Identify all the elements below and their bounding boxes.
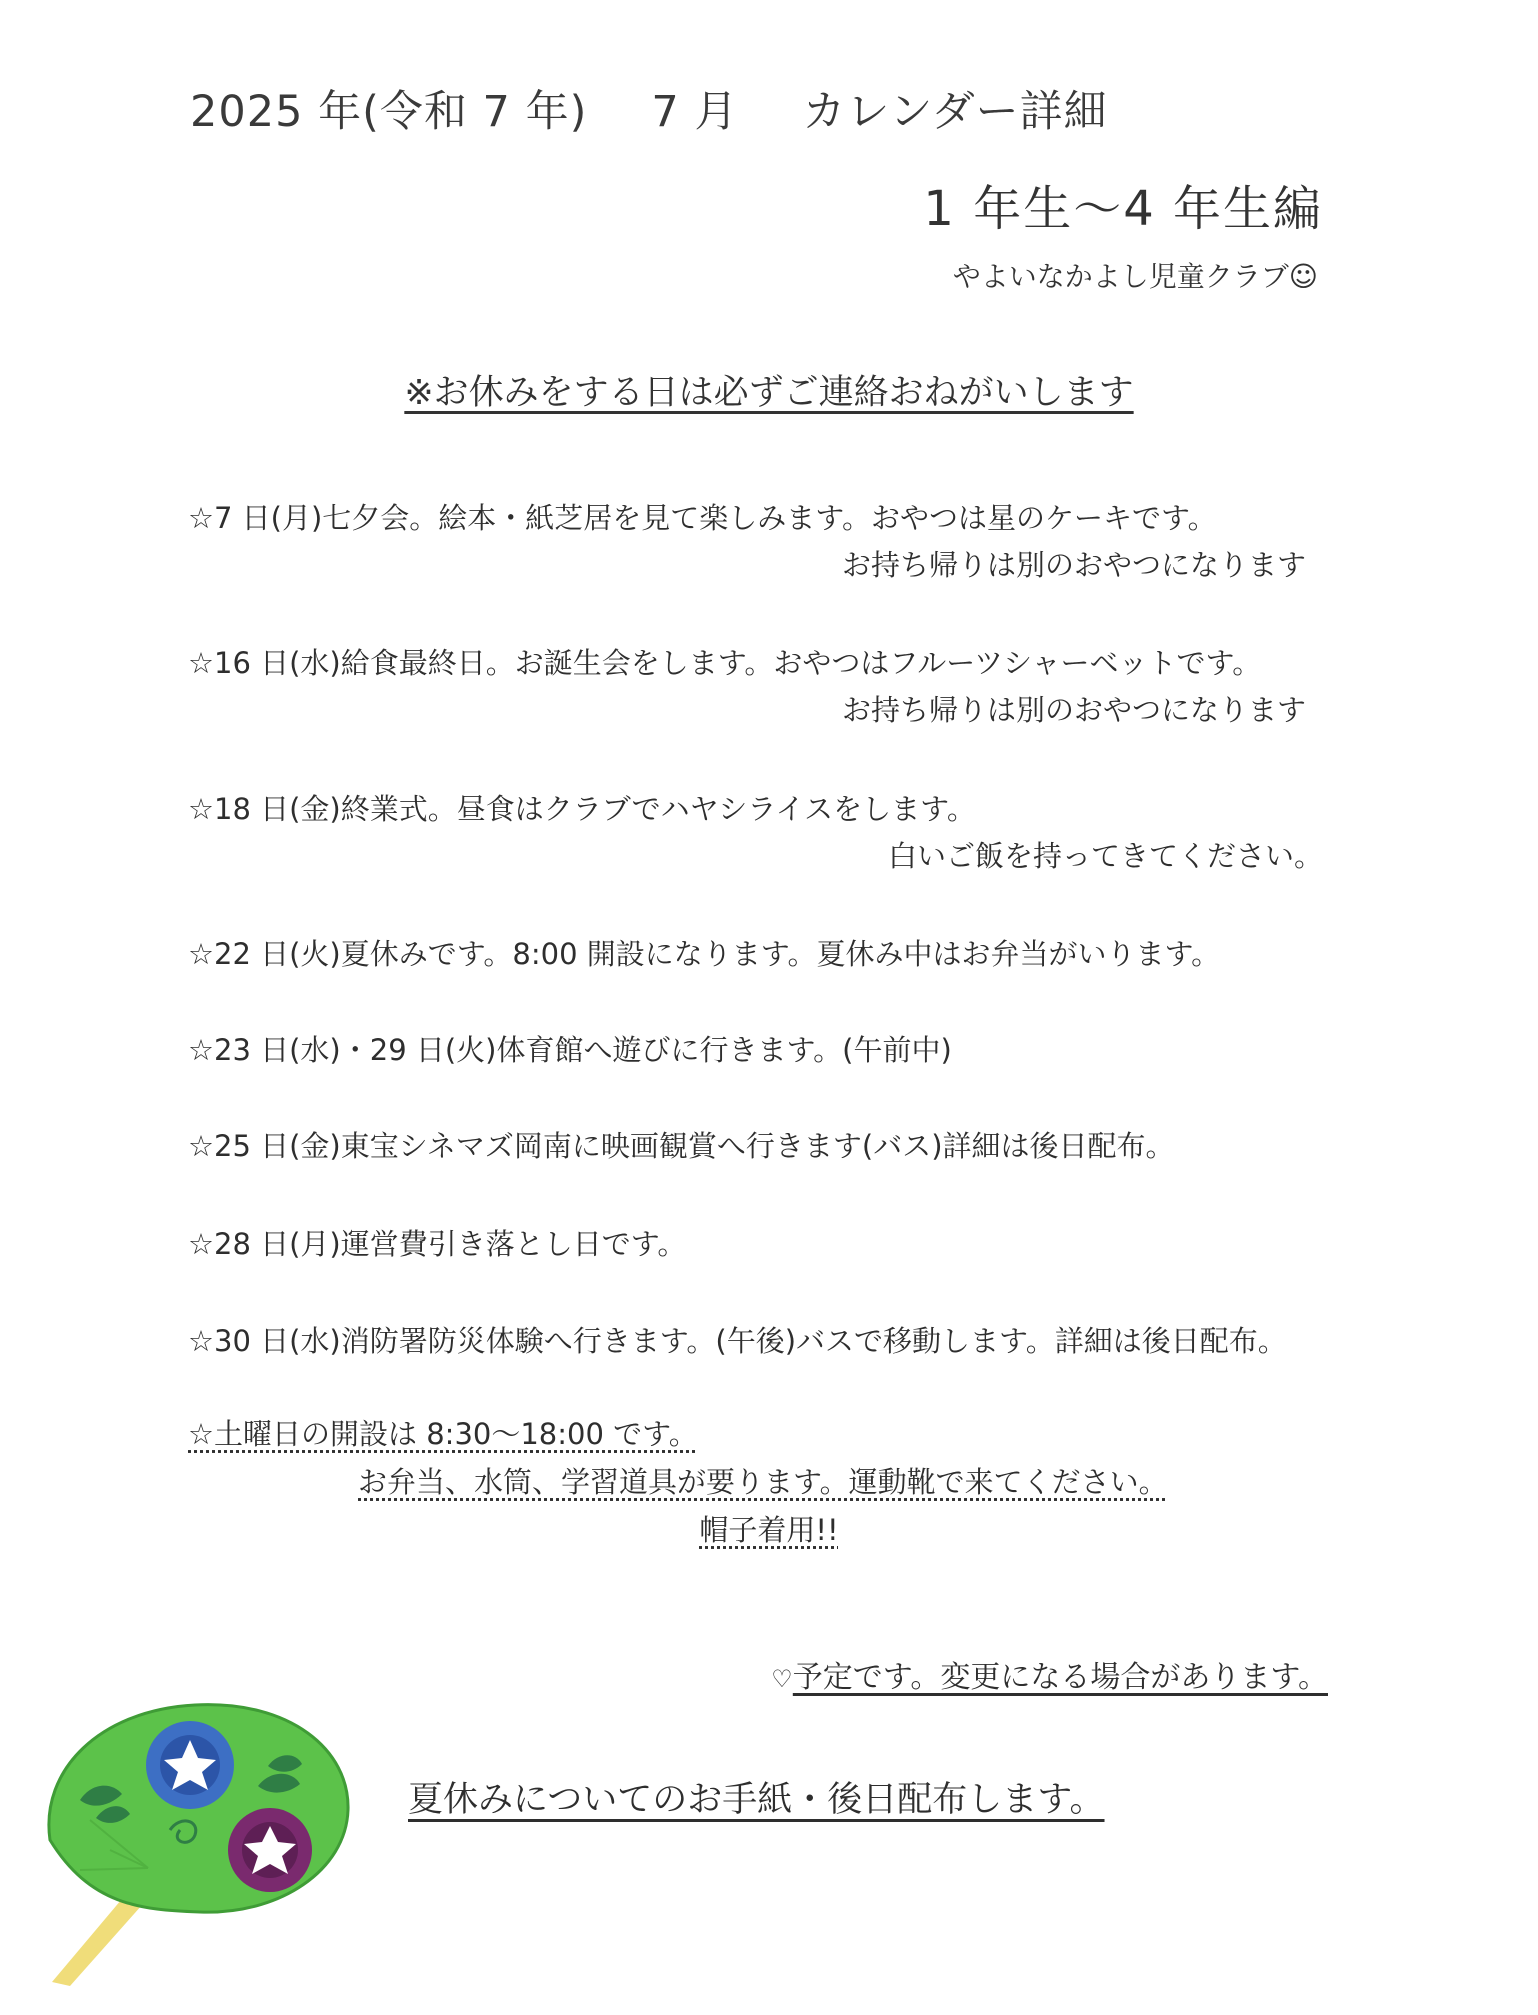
saturday-hours: ☆土曜日の開設は 8:30～18:00 です。 bbox=[188, 1417, 698, 1451]
title-month: 7 月 bbox=[651, 87, 739, 137]
event-item-note: 白いご飯を持ってきてください。 bbox=[887, 839, 1323, 873]
saturday-hat-wrap bbox=[0, 1508, 1538, 1549]
event-item: ☆7 日(月)七夕会。絵本・紙芝居を見て楽しみます。おやつは星のケーキです。 bbox=[188, 501, 1217, 535]
purple-flower-icon bbox=[228, 1808, 312, 1892]
uchiwa-fan-icon bbox=[30, 1690, 370, 1990]
event-item: ☆16 日(水)給食最終日。お誕生会をします。おやつはフルーツシャーベットです。 bbox=[188, 646, 1262, 680]
event-item: ☆23 日(水)・29 日(火)体育館へ遊びに行きます。(午前中) bbox=[188, 1033, 952, 1067]
grade-subtitle: 1 年生～4 年生編 bbox=[923, 181, 1323, 237]
saturday-hat: 帽子着用!! bbox=[699, 1513, 839, 1547]
blue-flower-icon bbox=[146, 1721, 234, 1809]
heart-icon: ♡ bbox=[771, 1665, 793, 1693]
title-text: カレンダー詳細 bbox=[802, 87, 1108, 137]
document-title bbox=[190, 78, 1108, 139]
event-item-note: お持ち帰りは別のおやつになります bbox=[841, 693, 1306, 727]
title-year: 2025 年(令和 7 年) bbox=[190, 87, 588, 137]
summer-letter-note: 夏休みについてのお手紙・後日配布します。 bbox=[408, 1780, 1105, 1820]
event-item: ☆18 日(金)終業式。昼食はクラブでハヤシライスをします。 bbox=[188, 792, 976, 826]
event-item: ☆22 日(火)夏休みです。8:00 開設になります。夏休み中はお弁当がいります。 bbox=[188, 937, 1221, 971]
event-item: ☆28 日(月)運営費引き落とし日です。 bbox=[188, 1227, 687, 1261]
schedule-note-text: 予定です。変更になる場合があります。 bbox=[792, 1660, 1328, 1695]
event-item-note: お持ち帰りは別のおやつになります bbox=[841, 548, 1306, 582]
event-item: ☆30 日(水)消防署防災体験へ行きます。(午後)バスで移動します。詳細は後日配布。 bbox=[188, 1324, 1287, 1358]
club-name: やよいなかよし児童クラブ☺ bbox=[952, 260, 1318, 293]
event-item: ☆25 日(金)東宝シネマズ岡南に映画観賞へ行きます(バス)詳細は後日配布。 bbox=[188, 1129, 1175, 1163]
saturday-items: お弁当、水筒、学習道具が要ります。運動靴で来てください。 bbox=[358, 1465, 1168, 1499]
absence-notice bbox=[0, 365, 1538, 415]
absence-notice-text: ※お休みをする日は必ずご連絡おねがいします bbox=[404, 373, 1134, 413]
schedule-note bbox=[771, 1652, 1328, 1696]
